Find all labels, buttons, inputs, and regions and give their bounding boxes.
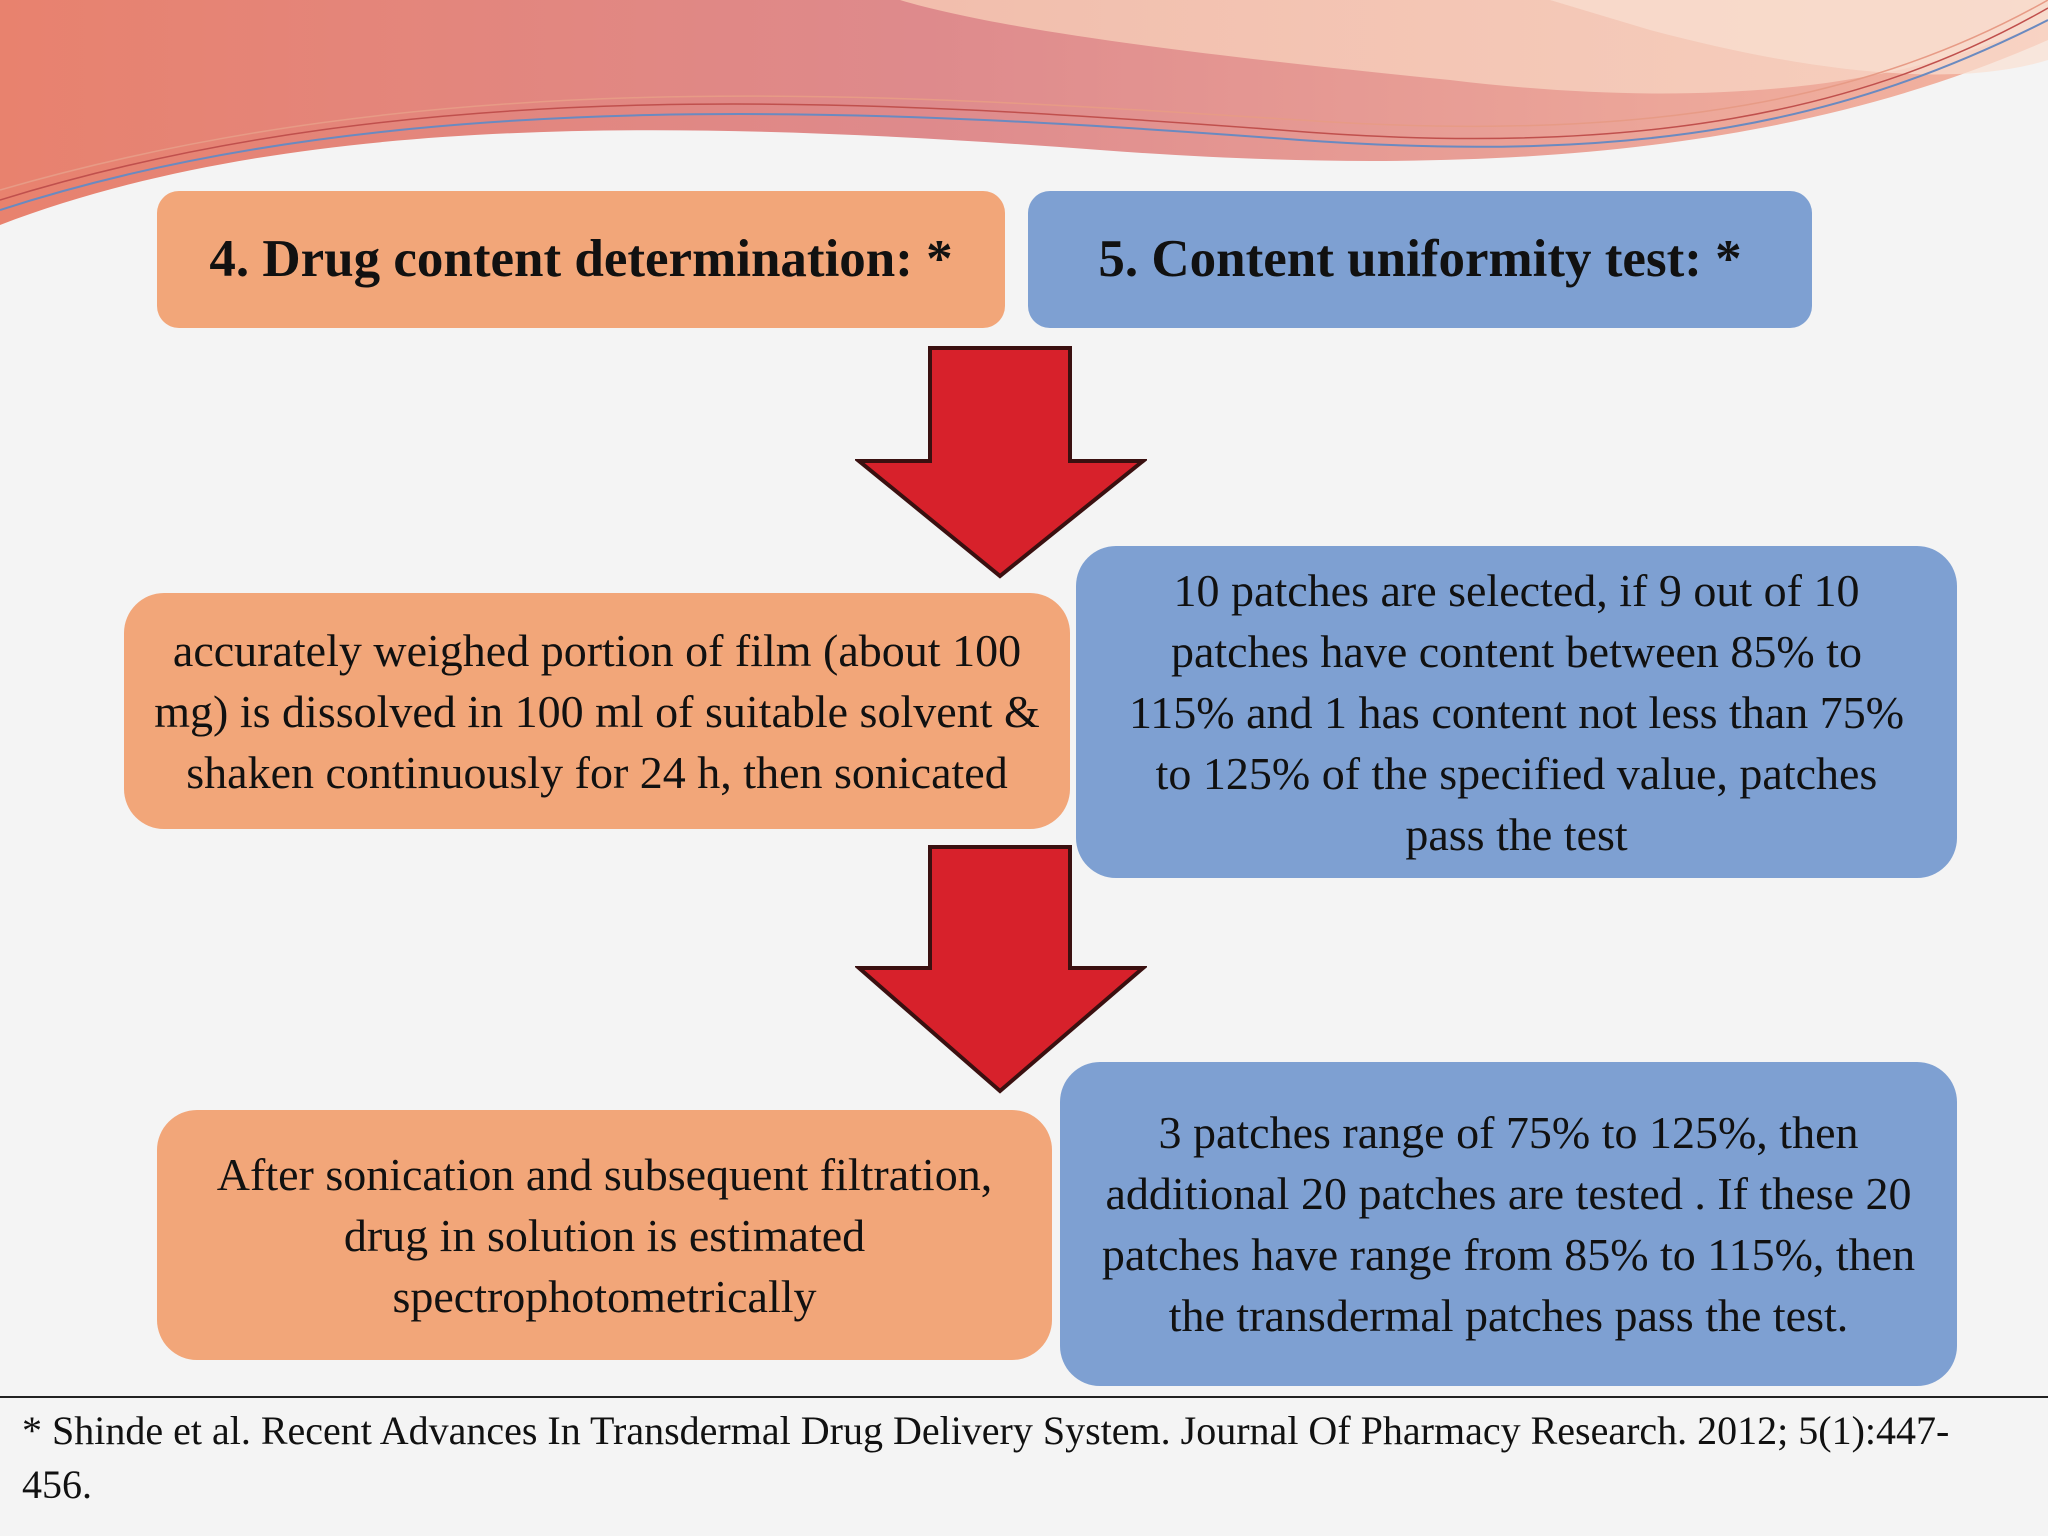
content-uniformity-title-box [1028,191,1812,328]
footer-divider [0,1396,2048,1398]
uniformity-step2-text: 3 patches range of 75% to 125%, then additional 20 patches are tested . If these 20 patches have range from 85% to 115%, then the transdermal patches pass the test. [1101,1107,1916,1341]
drug-content-step1-text: accurately weighed portion of film (about 100 mg) is dissolved in 100 ml of suitable solvent & shaken continuously for 24 h, then sonicated [154,624,1040,798]
down-arrow-icon [855,845,1147,1095]
content-uniformity-title: 5. Content uniformity test: * [1098,229,1742,288]
drug-content-title-box [157,191,1005,328]
uniformity-step1-box [1076,546,1957,878]
uniformity-step1-text: 10 patches are selected, if 9 out of 10 patches have content between 85% to 115% and 1 has content not less than 75% to 125% of the specified value, patches pass the test [1128,564,1905,860]
drug-content-step1-box [124,593,1070,829]
footer-citation: * Shinde et al. Recent Advances In Transdermal Drug Delivery System. Journal Of Pharmacy Research. 2012; 5(1):447-456. [22,1408,1950,1507]
down-arrow-icon [855,346,1147,580]
uniformity-step2-box [1060,1062,1957,1386]
drug-content-step2-box [157,1110,1052,1360]
drug-content-title: 4. Drug content determination: * [209,229,953,288]
drug-content-step2-text: After sonication and subsequent filtration, drug in solution is estimated spectrophotometrically [216,1148,993,1322]
